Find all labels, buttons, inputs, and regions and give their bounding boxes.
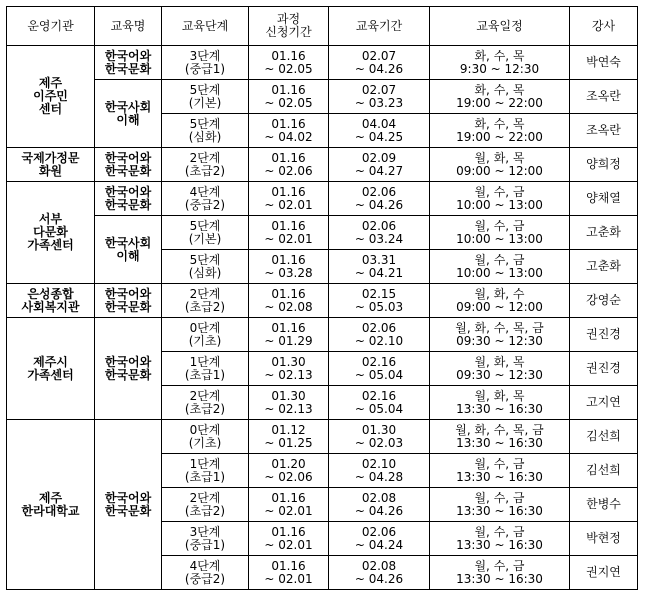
cell-line: 월, 수, 금 [474, 558, 525, 573]
cell-line: 권진경 [586, 361, 621, 375]
cell-line: ~ 03.24 [354, 231, 404, 246]
schedule-cell [430, 216, 570, 250]
cell-line: 김선희 [586, 429, 621, 443]
teacher-cell [570, 46, 638, 80]
level-cell [162, 556, 249, 590]
cell-line: ~ 05.03 [354, 299, 404, 314]
apply-period-cell [249, 182, 329, 216]
cell-line: 19:00 ~ 22:00 [456, 129, 543, 144]
cell-line: 02.06 [361, 524, 397, 539]
cell-line: ~ 02.01 [264, 231, 313, 246]
apply-period-cell [249, 250, 329, 284]
cell-line: ~ 02.03 [354, 435, 404, 450]
table-row [7, 148, 638, 182]
cell-line: (심화) [188, 265, 222, 280]
teacher-cell [570, 114, 638, 148]
education-schedule-table [6, 6, 638, 590]
apply-period-cell [249, 80, 329, 114]
apply-period-cell [249, 522, 329, 556]
cell-line: ~ 02.10 [354, 333, 404, 348]
apply-period-cell [249, 488, 329, 522]
cell-line: ~ 02.08 [264, 299, 313, 314]
institution-cell [7, 284, 95, 318]
cell-line: 01.16 [271, 218, 306, 233]
cell-line: 월, 수, 금 [474, 490, 525, 505]
cell-line: 0단계 [189, 320, 221, 335]
cell-line: ~ 02.01 [264, 503, 313, 518]
cell-line: (기초) [188, 435, 222, 450]
cell-line: 01.16 [271, 116, 306, 131]
level-cell [162, 46, 249, 80]
table-row [7, 284, 638, 318]
cell-line: 다문화 [33, 225, 68, 239]
cell-line: 한병수 [586, 497, 621, 511]
cell-line: ~ 03.23 [354, 95, 404, 110]
schedule-cell [430, 318, 570, 352]
cell-line: 신청기간 [265, 25, 312, 39]
cell-line: 13:30 ~ 16:30 [456, 435, 543, 450]
cell-line: ~ 01.29 [264, 333, 313, 348]
teacher-cell [570, 148, 638, 182]
table-row [7, 318, 638, 352]
schedule-cell [430, 148, 570, 182]
apply-period-cell [249, 46, 329, 80]
education-period-cell [329, 148, 430, 182]
cell-line: ~ 02.01 [264, 571, 313, 586]
cell-line: ~ 02.06 [264, 469, 313, 484]
cell-line: 월, 화, 수 [474, 286, 525, 301]
teacher-cell [570, 488, 638, 522]
cell-line: ~ 02.01 [264, 537, 313, 552]
cell-line: 권진경 [586, 327, 621, 341]
cell-line: 월, 수, 금 [474, 524, 525, 539]
header-cell [249, 7, 329, 46]
apply-period-cell [249, 284, 329, 318]
cell-line: 02.07 [361, 82, 397, 97]
cell-line: 02.06 [361, 218, 397, 233]
course-cell [95, 182, 162, 216]
institution-cell [7, 182, 95, 284]
teacher-cell [570, 522, 638, 556]
institution-cell [7, 318, 95, 420]
schedule-cell [430, 250, 570, 284]
cell-line: (중급2) [184, 571, 226, 586]
education-period-cell [329, 454, 430, 488]
cell-line: 월, 화, 수, 목, 금 [455, 320, 544, 335]
cell-line: 10:00 ~ 13:00 [456, 197, 543, 212]
apply-period-cell [249, 114, 329, 148]
cell-line: 한국문화 [104, 163, 152, 178]
cell-line: ~ 02.05 [264, 61, 313, 76]
level-cell [162, 420, 249, 454]
cell-line: 4단계 [189, 558, 221, 573]
cell-line: 01.16 [271, 320, 306, 335]
schedule-cell [430, 284, 570, 318]
schedule-cell [430, 522, 570, 556]
table-row [7, 46, 638, 80]
cell-line: 5단계 [189, 116, 221, 131]
schedule-cell [430, 488, 570, 522]
level-cell [162, 114, 249, 148]
teacher-cell [570, 352, 638, 386]
cell-line: 2단계 [189, 388, 221, 403]
apply-period-cell [249, 148, 329, 182]
cell-line: 01.16 [271, 490, 306, 505]
cell-line: (초급2) [184, 503, 226, 518]
cell-line: 과정 [276, 12, 301, 26]
education-period-cell [329, 216, 430, 250]
education-period-cell [329, 114, 430, 148]
teacher-cell [570, 250, 638, 284]
cell-line: 센터 [38, 102, 63, 116]
cell-line: 13:30 ~ 16:30 [456, 503, 543, 518]
cell-line: ~ 02.13 [264, 367, 313, 382]
cell-line: 02.16 [361, 354, 397, 369]
teacher-cell [570, 386, 638, 420]
course-cell [95, 284, 162, 318]
cell-line: 월, 수, 금 [474, 252, 525, 267]
cell-line: (초급1) [184, 469, 226, 484]
education-period-cell [329, 522, 430, 556]
cell-line: 화, 수, 목 [474, 82, 525, 97]
cell-line: 19:00 ~ 22:00 [456, 95, 543, 110]
header-cell: 강사 [570, 7, 638, 46]
teacher-cell [570, 216, 638, 250]
apply-period-cell [249, 386, 329, 420]
cell-line: 고춘화 [586, 225, 621, 239]
education-period-cell [329, 80, 430, 114]
cell-line: 02.16 [361, 388, 397, 403]
cell-line: 이해 [116, 248, 140, 263]
cell-line: 5단계 [189, 218, 221, 233]
table-body [7, 46, 638, 590]
cell-line: ~ 02.06 [264, 163, 313, 178]
cell-line: 이주민 [33, 89, 68, 103]
level-cell [162, 250, 249, 284]
cell-line: ~ 04.28 [354, 469, 404, 484]
cell-line: 2단계 [189, 150, 221, 165]
cell-line: 한국사회 [104, 235, 152, 250]
schedule-cell [430, 454, 570, 488]
cell-line: 01.16 [271, 286, 306, 301]
cell-line: (초급1) [184, 367, 226, 382]
teacher-cell [570, 420, 638, 454]
cell-line: 은성종합 [27, 286, 74, 301]
cell-line: 한국어와 [104, 286, 152, 301]
cell-line: 월, 화, 목 [474, 150, 525, 165]
cell-line: 제주시 [33, 354, 68, 369]
cell-line: 3단계 [189, 524, 221, 539]
schedule-cell [430, 420, 570, 454]
cell-line: 고춘화 [586, 259, 621, 273]
teacher-cell [570, 454, 638, 488]
cell-line: 10:00 ~ 13:00 [456, 231, 543, 246]
cell-line: 월, 화, 목 [474, 354, 525, 369]
cell-line: 09:30 ~ 12:30 [456, 333, 543, 348]
cell-line: 조옥란 [586, 89, 621, 103]
header-cell: 교육명 [95, 7, 162, 46]
institution-cell [7, 46, 95, 148]
cell-line: 박연숙 [586, 55, 621, 69]
cell-line: (중급1) [184, 537, 226, 552]
cell-line: 김선희 [586, 463, 621, 477]
apply-period-cell [249, 454, 329, 488]
header-cell: 교육일정 [430, 7, 570, 46]
cell-line: 국제가정문 [21, 150, 80, 165]
cell-line: (기초) [188, 333, 222, 348]
level-cell [162, 80, 249, 114]
level-cell [162, 284, 249, 318]
level-cell [162, 488, 249, 522]
cell-line: (심화) [188, 129, 222, 144]
cell-line: 양채열 [586, 191, 621, 205]
cell-line: 13:30 ~ 16:30 [456, 401, 543, 416]
cell-line: 01.12 [271, 422, 306, 437]
schedule-cell [430, 80, 570, 114]
cell-line: 5단계 [189, 252, 221, 267]
education-period-cell [329, 318, 430, 352]
cell-line: ~ 02.05 [264, 95, 313, 110]
cell-line: 한국문화 [104, 367, 152, 382]
header-cell: 교육단계 [162, 7, 249, 46]
cell-line: ~ 04.27 [354, 163, 404, 178]
level-cell [162, 182, 249, 216]
schedule-cell [430, 182, 570, 216]
cell-line: 01.30 [361, 422, 397, 437]
level-cell [162, 386, 249, 420]
cell-line: 가족센터 [27, 238, 74, 252]
cell-line: 0단계 [189, 422, 221, 437]
cell-line: 강영순 [586, 293, 621, 307]
schedule-cell [430, 114, 570, 148]
teacher-cell [570, 556, 638, 590]
header-cell: 교육기간 [329, 7, 430, 46]
cell-line: ~ 04.24 [354, 537, 404, 552]
cell-line: 4단계 [189, 184, 221, 199]
apply-period-cell [249, 556, 329, 590]
cell-line: 이해 [116, 112, 140, 127]
level-cell [162, 352, 249, 386]
cell-line: 한국문화 [104, 197, 152, 212]
course-cell [95, 318, 162, 420]
schedule-cell [430, 386, 570, 420]
cell-line: 01.16 [271, 184, 306, 199]
course-cell [95, 420, 162, 590]
cell-line: (중급1) [184, 61, 226, 76]
cell-line: ~ 05.04 [354, 367, 404, 382]
education-period-cell [329, 250, 430, 284]
course-cell [95, 216, 162, 284]
table-row [7, 216, 638, 250]
apply-period-cell [249, 352, 329, 386]
cell-line: 한국문화 [104, 503, 152, 518]
cell-line: 02.09 [361, 150, 397, 165]
cell-line: ~ 03.28 [264, 265, 313, 280]
cell-line: 02.10 [361, 456, 397, 471]
header-row [7, 7, 638, 46]
cell-line: 02.15 [361, 286, 397, 301]
cell-line: 한국문화 [104, 299, 152, 314]
cell-line: 한국어와 [104, 184, 152, 199]
course-cell [95, 148, 162, 182]
cell-line: ~ 04.21 [354, 265, 404, 280]
schedule-cell [430, 352, 570, 386]
cell-line: 권지연 [586, 565, 621, 579]
level-cell [162, 318, 249, 352]
cell-line: 01.30 [271, 388, 306, 403]
cell-line: ~ 01.25 [264, 435, 313, 450]
cell-line: 사회복지관 [21, 299, 80, 314]
education-period-cell [329, 556, 430, 590]
cell-line: (기본) [188, 231, 222, 246]
level-cell [162, 454, 249, 488]
cell-line: 한국어와 [104, 354, 152, 369]
cell-line: 서부 [38, 212, 63, 226]
cell-line: 1단계 [189, 456, 221, 471]
teacher-cell [570, 318, 638, 352]
cell-line: ~ 02.01 [264, 197, 313, 212]
education-period-cell [329, 284, 430, 318]
cell-line: ~ 05.04 [354, 401, 404, 416]
cell-line: 01.20 [271, 456, 306, 471]
cell-line: 화, 수, 목 [474, 48, 525, 63]
cell-line: 02.06 [361, 320, 397, 335]
cell-line: 1단계 [189, 354, 221, 369]
cell-line: 한국어와 [104, 490, 152, 505]
cell-line: 13:30 ~ 16:30 [456, 537, 543, 552]
apply-period-cell [249, 318, 329, 352]
cell-line: 02.08 [361, 490, 397, 505]
cell-line: 한라대학교 [21, 503, 80, 518]
teacher-cell [570, 80, 638, 114]
cell-line: 월, 화, 수, 목, 금 [455, 422, 544, 437]
cell-line: (초급2) [184, 401, 226, 416]
cell-line: ~ 04.26 [354, 503, 404, 518]
cell-line: 09:30 ~ 12:30 [456, 367, 543, 382]
cell-line: 01.16 [271, 524, 306, 539]
teacher-cell [570, 182, 638, 216]
cell-line: 01.16 [271, 150, 306, 165]
education-period-cell [329, 420, 430, 454]
cell-line: 01.16 [271, 82, 306, 97]
cell-line: ~ 04.26 [354, 571, 404, 586]
cell-line: 02.07 [361, 48, 397, 63]
cell-line: ~ 04.26 [354, 61, 404, 76]
education-period-cell [329, 352, 430, 386]
level-cell [162, 522, 249, 556]
education-period-cell [329, 488, 430, 522]
course-cell [95, 80, 162, 148]
cell-line: 양희정 [586, 157, 621, 171]
cell-line: 13:30 ~ 16:30 [456, 469, 543, 484]
cell-line: 5단계 [189, 82, 221, 97]
cell-line: 월, 수, 금 [474, 456, 525, 471]
header-cell: 운영기관 [7, 7, 95, 46]
teacher-cell [570, 284, 638, 318]
level-cell [162, 148, 249, 182]
cell-line: 09:00 ~ 12:00 [456, 299, 543, 314]
cell-line: 01.16 [271, 558, 306, 573]
apply-period-cell [249, 216, 329, 250]
cell-line: ~ 02.13 [264, 401, 313, 416]
table-row [7, 182, 638, 216]
schedule-cell [430, 46, 570, 80]
institution-cell [7, 148, 95, 182]
level-cell [162, 216, 249, 250]
cell-line: 02.06 [361, 184, 397, 199]
cell-line: 2단계 [189, 286, 221, 301]
cell-line: 고지연 [586, 395, 621, 409]
cell-line: 3단계 [189, 48, 221, 63]
cell-line: 한국사회 [104, 99, 152, 114]
education-period-cell [329, 46, 430, 80]
cell-line: 월, 수, 금 [474, 218, 525, 233]
table-row [7, 420, 638, 454]
cell-line: 월, 수, 금 [474, 184, 525, 199]
cell-line: 01.16 [271, 48, 306, 63]
schedule-table-wrapper [6, 6, 638, 590]
cell-line: 월, 화, 목 [474, 388, 525, 403]
cell-line: 제주 [38, 490, 63, 505]
cell-line: 조옥란 [586, 123, 621, 137]
cell-line: 10:00 ~ 13:00 [456, 265, 543, 280]
cell-line: (기본) [188, 95, 222, 110]
cell-line: 가족센터 [27, 367, 74, 382]
course-cell [95, 46, 162, 80]
cell-line: (중급2) [184, 197, 226, 212]
cell-line: 01.16 [271, 252, 306, 267]
cell-line: 9:30 ~ 12:30 [459, 61, 540, 76]
cell-line: 2단계 [189, 490, 221, 505]
cell-line: 제주 [38, 76, 63, 90]
apply-period-cell [249, 420, 329, 454]
cell-line: 한국문화 [104, 61, 152, 76]
cell-line: 화, 수, 목 [474, 116, 525, 131]
cell-line: 화원 [38, 163, 63, 178]
cell-line: 13:30 ~ 16:30 [456, 571, 543, 586]
cell-line: 한국어와 [104, 150, 152, 165]
cell-line: 09:00 ~ 12:00 [456, 163, 543, 178]
cell-line: (초급2) [184, 163, 226, 178]
cell-line: 01.30 [271, 354, 306, 369]
institution-cell [7, 420, 95, 590]
cell-line: 박현정 [586, 531, 621, 545]
cell-line: (초급2) [184, 299, 226, 314]
schedule-cell [430, 556, 570, 590]
table-row [7, 80, 638, 114]
education-period-cell [329, 386, 430, 420]
education-period-cell [329, 182, 430, 216]
cell-line: ~ 04.26 [354, 197, 404, 212]
cell-line: ~ 04.25 [354, 129, 404, 144]
cell-line: 한국어와 [104, 48, 152, 63]
cell-line: 04.04 [361, 116, 397, 131]
cell-line: 03.31 [361, 252, 397, 267]
cell-line: ~ 04.02 [264, 129, 313, 144]
cell-line: 02.08 [361, 558, 397, 573]
